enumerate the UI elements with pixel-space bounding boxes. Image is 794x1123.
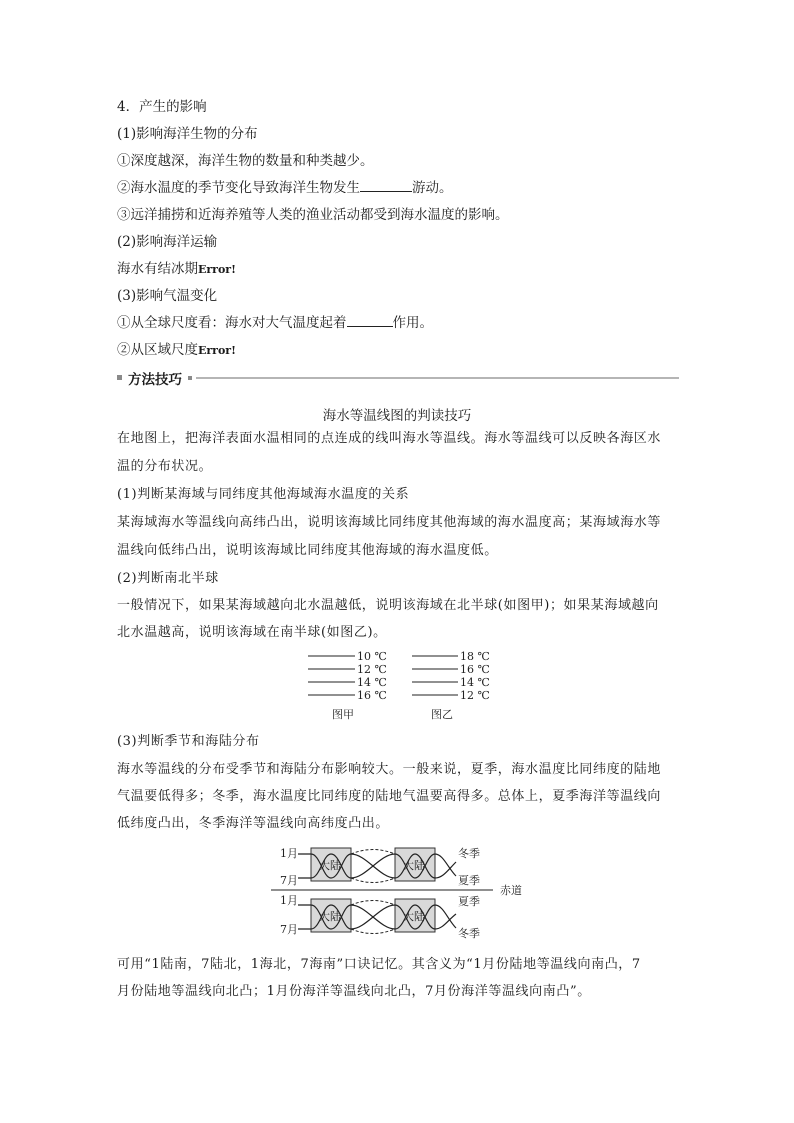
month-label: 1月 <box>280 894 298 907</box>
text: 海水有结冰期 <box>117 261 198 277</box>
isotherm-label: 18 ℃ <box>460 650 490 663</box>
paragraph: 温的分布状况。 <box>117 459 213 474</box>
month-label: 1月 <box>280 847 298 860</box>
paragraph: 月份陆地等温线向北凸；1月份海洋等温线向北凸，7月份海洋等温线向南凸”。 <box>117 984 591 999</box>
sea-dashed-curve <box>351 850 395 855</box>
subsection-title: (2)影响海洋运输 <box>117 234 218 250</box>
land-label: 大陆 <box>319 859 341 872</box>
text: 作用。 <box>392 315 433 331</box>
list-item <box>117 314 433 332</box>
land-label: 大陆 <box>403 859 425 872</box>
section-bar <box>117 368 679 388</box>
isotherm-figure <box>300 646 500 724</box>
isotherm-label: 14 ℃ <box>460 676 490 689</box>
isotherm-label: 12 ℃ <box>460 689 490 702</box>
month-label: 7月 <box>280 923 298 936</box>
list-item: ①深度越深，海洋生物的数量和种类越少。 <box>117 153 374 169</box>
paragraph: 可用“1陆南，7陆北，1海北，7海南”口诀记忆。其含义为“1月份陆地等温线向南凸，7 <box>117 957 641 972</box>
method-title: 海水等温线图的判读技巧 <box>322 408 472 424</box>
sea-dashed-curve <box>351 878 395 883</box>
season-landsea-figure <box>268 840 530 946</box>
figure-caption: 图甲 <box>332 708 354 721</box>
month-label: 7月 <box>280 874 298 887</box>
subsection-title: (3)影响气温变化 <box>117 288 218 304</box>
paragraph: 气温要低得多；冬季，海水温度比同纬度的陆地气温要高得多。总体上，夏季海洋等温线向 <box>117 789 662 804</box>
bullet-square <box>117 375 122 380</box>
subsection-title: (1)判断某海域与同纬度其他海域海水温度的关系 <box>117 487 410 502</box>
isotherm-label: 12 ℃ <box>357 663 387 676</box>
divider <box>196 377 679 379</box>
subsection-title: (1)影响海洋生物的分布 <box>117 126 258 142</box>
sea-dashed-curve <box>351 901 395 906</box>
isotherm-label: 16 ℃ <box>357 689 387 702</box>
paragraph <box>117 260 236 279</box>
text: ①从全球尺度看：海水对大气温度起着 <box>117 315 347 331</box>
text: ②从区域尺度 <box>117 342 198 358</box>
figure-caption: 图乙 <box>431 708 453 721</box>
list-item <box>117 179 453 197</box>
list-item: ③远洋捕捞和近海养殖等人类的渔业活动都受到海水温度的影响。 <box>117 207 509 223</box>
fill-blank[interactable] <box>347 314 393 327</box>
season-label: 冬季 <box>458 847 480 860</box>
paragraph: 低纬度凸出，冬季海洋等温线向高纬度凸出。 <box>117 816 390 831</box>
land-label: 大陆 <box>319 910 341 923</box>
land-label: 大陆 <box>403 910 425 923</box>
list-item <box>117 341 236 360</box>
season-label: 夏季 <box>458 874 480 887</box>
paragraph: 温线向低纬凸出，说明该海域比同纬度其他海域的海水温度低。 <box>117 543 498 558</box>
subsection-title: (2)判断南北半球 <box>117 571 219 586</box>
bullet-square <box>188 376 192 380</box>
paragraph: 海水等温线的分布受季节和海陆分布影响较大。一般来说，夏季，海水温度比同纬度的陆地 <box>117 762 662 777</box>
error-text: Error! <box>198 263 236 276</box>
paragraph: 一般情况下，如果某海域越向北水温越低，说明该海域在北半球(如图甲)；如果某海域越向 <box>117 598 659 613</box>
equator-label: 赤道 <box>500 884 522 897</box>
paragraph: 在地图上，把海洋表面水温相同的点连成的线叫海水等温线。海水等温线可以反映各海区水 <box>117 431 662 446</box>
paragraph: 某海域海水等温线向高纬凸出，说明该海域比同纬度其他海域的海水温度高；某海域海水等 <box>117 515 662 530</box>
text: ②海水温度的季节变化导致海洋生物发生 <box>117 180 360 196</box>
fill-blank[interactable] <box>360 179 412 192</box>
section-heading: 4．产生的影响 <box>117 99 207 115</box>
paragraph: 北水温越高，说明该海域在南半球(如图乙)。 <box>117 625 387 640</box>
season-label: 冬季 <box>458 927 480 940</box>
section-bar-title: 方法技巧 <box>128 372 182 388</box>
isotherm-label: 14 ℃ <box>357 676 387 689</box>
error-text: Error! <box>198 344 236 357</box>
isotherm-label: 10 ℃ <box>357 650 387 663</box>
isotherm-label: 16 ℃ <box>460 663 490 676</box>
subsection-title: (3)判断季节和海陆分布 <box>117 734 260 749</box>
sea-dashed-curve <box>351 929 395 934</box>
season-label: 夏季 <box>458 895 480 908</box>
text: 游动。 <box>412 180 453 196</box>
